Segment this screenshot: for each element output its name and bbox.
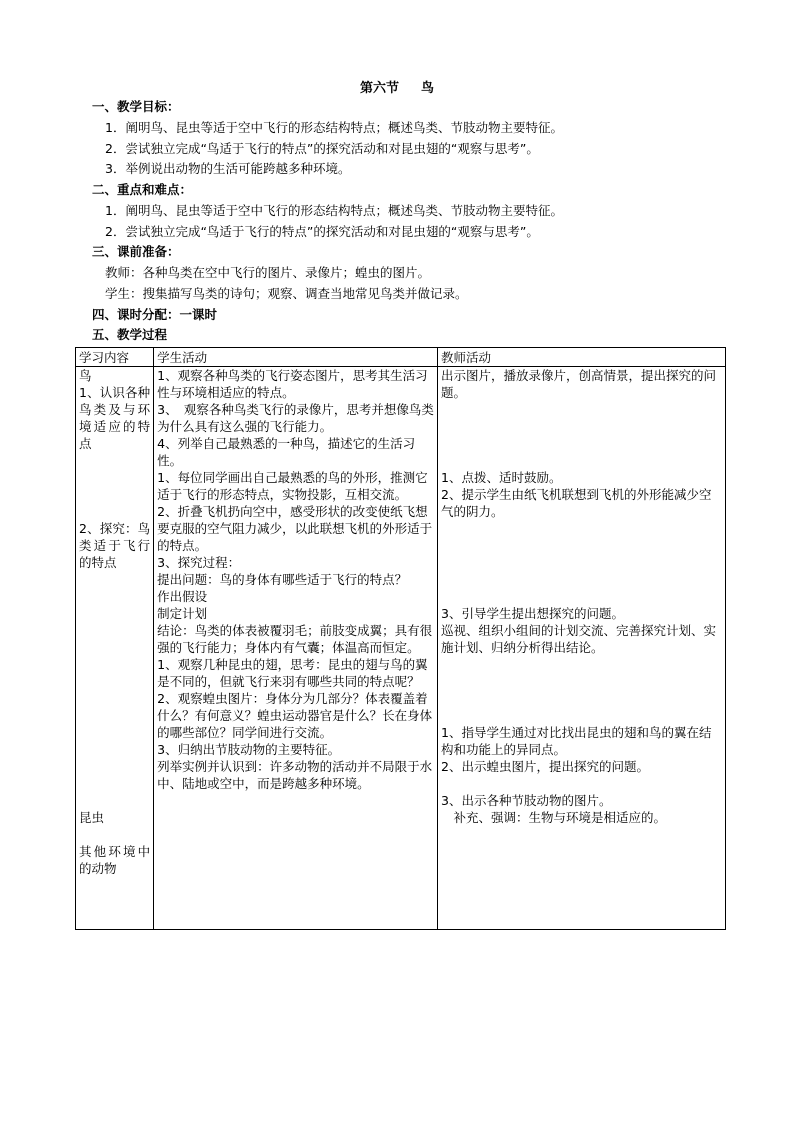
header-student-activity: 学生活动 <box>154 348 438 367</box>
page-title <box>0 77 794 96</box>
learning-content-text: 鸟 1、认识各种鸟类及与环境适应的特点 2、探究：鸟类适于飞行的特点 昆虫 其他环境中的动物 <box>79 368 151 876</box>
objective-2: 2．尝试独立完成“鸟适于飞行的特点”的探究活动和对昆虫翅的“观察与思考”。 <box>105 141 539 156</box>
student-activity-cell <box>154 367 438 930</box>
table-row <box>76 367 726 930</box>
teaching-process-table <box>75 347 726 930</box>
teacher-activity-text: 出示图片，播放录像片，创高情景，提出探究的问题。 1、点拨、适时鼓励。 2、提示学生由纸飞机联想到飞机的外形能减少空气的阴力。 3、引导学生提出想探究的问题。 巡视、组织小组间的计划交流、完善探究计划、实施计划、归纳分析得出结论。 1、指导学生通过对比找出昆虫的翅和鸟的翼在结构和功能上的异同点。 2、出示蝗虫图片，提出探究的问题。 3、出示各种节肢动物的图片。 补充、强调：生物与环境是相适应的。 <box>441 368 717 825</box>
student-activity-text: 1、观察各种鸟类的飞行姿态图片，思考其生活习性与环境相适应的特点。 3、 观察各种鸟类飞行的录像片，思考并想像鸟类为什么具有这么强的飞行能力。 4、列举自己最熟悉的一种鸟，描述它的生活习性。 1、每位同学画出自己最熟悉的鸟的外形，推测它适于飞行的形态特点，实物投影，互相交流。 2、折叠飞机扔向空中，感受形状的改变使纸飞想要克服的空气阻力减少，以此联想飞机的外形适于的特点。 3、探究过程： 提出问题：鸟的身体有哪些适于飞行的特点？ 作出假设 制定计划 结论：鸟类的体表被覆羽毛；前肢变成翼；具有很强的飞行能力；身体内有气囊；体温高而恒定。 1、观察几种昆虫的翅，思考：昆虫的翅与鸟的翼是不同的，但就飞行来羽有哪些共同的特点呢？ 2、观察蝗虫图片：身体分为几部分？体表覆盖着什么？有何意义？蝗虫运动器官是什么？长在身体的哪些部位？同学间进行交流。 3、归纳出节肢动物的主要特征。 列举实例并认识到：许多动物的活动并不局限于水中、陆地或空中，而是跨越多种环境。 <box>157 368 434 791</box>
objective-3: 3．举例说出动物的生活可能跨越多种环境。 <box>105 161 351 176</box>
teacher-activity-cell <box>438 367 726 930</box>
prep-student: 学生：搜集描写鸟类的诗句；观察、调查当地常见鸟类并做记录。 <box>105 286 468 301</box>
heading-lesson-allocation: 四、课时分配：一课时 <box>92 307 218 322</box>
key-point-1: 1．阐明鸟、昆虫等适于空中飞行的形态结构特点；概述鸟类、节肢动物主要特征。 <box>105 203 563 218</box>
table-header-row <box>76 348 726 367</box>
header-teacher-activity: 教师活动 <box>438 348 726 367</box>
objective-1: 1．阐明鸟、昆虫等适于空中飞行的形态结构特点；概述鸟类、节肢动物主要特征。 <box>105 120 563 135</box>
section-number: 第六节 <box>359 81 399 96</box>
section-topic: 鸟 <box>421 81 435 96</box>
header-learning-content: 学习内容 <box>76 348 154 367</box>
heading-objectives: 一、教学目标： <box>92 99 180 114</box>
heading-key-points: 二、重点和难点： <box>92 182 193 197</box>
key-point-2: 2．尝试独立完成“鸟适于飞行的特点”的探究活动和对昆虫翅的“观察与思考”。 <box>105 224 539 239</box>
heading-preparation: 三、课前准备： <box>92 244 180 259</box>
heading-teaching-process: 五、教学过程 <box>92 327 168 342</box>
learning-content-cell <box>76 367 154 930</box>
prep-teacher: 教师：各种鸟类在空中飞行的图片、录像片；蝗虫的图片。 <box>105 265 431 280</box>
